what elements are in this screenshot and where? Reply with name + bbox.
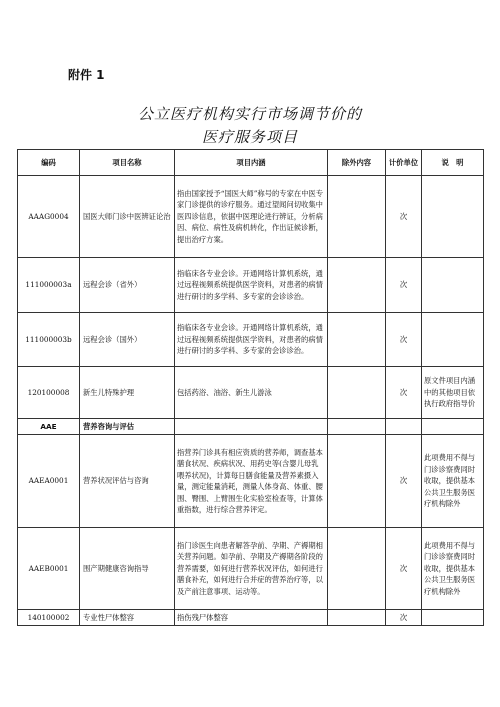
cell-note	[422, 610, 484, 626]
header-unit: 计价单位	[386, 150, 422, 176]
service-items-table	[17, 149, 484, 626]
cell-content: 指临床各专业会诊。开通网络计算机系统，通过远程视频系统提供医学资料，对患者的病情进行研讨的多学科、多专家的会诊诊治。	[175, 258, 328, 313]
section-code: AAE	[18, 419, 80, 435]
cell-exclusion	[328, 435, 386, 528]
cell-name: 专业性尸体整容	[80, 610, 175, 626]
cell-name: 围产期健康咨询指导	[80, 528, 175, 610]
table-row	[18, 313, 484, 367]
table-row	[18, 610, 484, 626]
cell-code: AAEA0001	[18, 435, 80, 528]
cell-note	[422, 419, 484, 435]
section-name: 营养咨询与评估	[80, 419, 175, 435]
header-name: 项目名称	[80, 150, 175, 176]
cell-unit: 次	[386, 176, 422, 258]
cell-note: 原文件项目内涵中的其他项目依执行政府指导价	[422, 367, 484, 419]
cell-unit	[386, 419, 422, 435]
cell-note	[422, 258, 484, 313]
document-title-line1: 公立医疗机构实行市场调节价的	[137, 105, 362, 123]
table-header-row	[18, 150, 484, 176]
cell-content: 指伤残尸体整容	[175, 610, 328, 626]
cell-note	[422, 313, 484, 367]
cell-unit: 次	[386, 610, 422, 626]
cell-code: 140100002	[18, 610, 80, 626]
cell-unit: 次	[386, 367, 422, 419]
header-code: 编码	[18, 150, 80, 176]
cell-name: 新生儿特殊护理	[80, 367, 175, 419]
header-note: 说 明	[422, 150, 484, 176]
cell-code: 120100008	[18, 367, 80, 419]
cell-name: 国医大师门诊中医辨证论治	[80, 176, 175, 258]
cell-content: 指由国家授予“国医大师”称号的专家在中医专家门诊提供的诊疗服务。通过望闻问切收集中医四诊信息，依据中医理论进行辨证，分析病因、病位、病性及病机转化，作出证候诊断，提出治疗方案。	[175, 176, 328, 258]
attachment-label: 附件 1	[68, 68, 105, 82]
cell-unit: 次	[386, 435, 422, 528]
cell-note: 此项费用不得与门诊诊察费同时收取，提供基本公共卫生服务医疗机构除外	[422, 435, 484, 528]
cell-name: 远程会诊（国外）	[80, 313, 175, 367]
table-row	[18, 258, 484, 313]
cell-content: 指临床各专业会诊。开通网络计算机系统，通过远程视频系统提供医学资料，对患者的病情进行研讨的多学科、多专家的会诊诊治。	[175, 313, 328, 367]
cell-note	[422, 176, 484, 258]
document-title-line2: 医疗服务项目	[201, 128, 298, 146]
cell-exclusion	[328, 528, 386, 610]
cell-exclusion	[328, 176, 386, 258]
table-row	[18, 528, 484, 610]
cell-unit: 次	[386, 258, 422, 313]
cell-code: 111000003b	[18, 313, 80, 367]
cell-content: 包括药浴、油浴、新生儿游泳	[175, 367, 328, 419]
cell-exclusion	[328, 419, 386, 435]
cell-exclusion	[328, 367, 386, 419]
cell-content: 指门诊医生向患者解答孕前、孕期、产褥期相关营养问题。如孕前、孕期及产褥期各阶段的营养需要，如何进行营养状况评估，如何进行膳食补充，如何进行合并症的营养治疗等，以及产前注意事项、运动等。	[175, 528, 328, 610]
cell-content	[175, 419, 328, 435]
header-exclusion: 除外内容	[328, 150, 386, 176]
cell-unit: 次	[386, 528, 422, 610]
cell-content: 指营养门诊具有相应资质的营养师，调查基本膳食状况、疾病状况、用药史等(含婴儿母乳喂养状况)，计算每日膳食能量及营养素摄入量，测定能量消耗，测量人体身高、体重、腰围、臀围、上臂围生化实验室检查等，计算体重指数，进行综合营养评定。	[175, 435, 328, 528]
table-row	[18, 176, 484, 258]
cell-code: 111000003a	[18, 258, 80, 313]
header-content: 项目内涵	[175, 150, 328, 176]
cell-code: AAEB0001	[18, 528, 80, 610]
cell-exclusion	[328, 610, 386, 626]
cell-code: AAAG0004	[18, 176, 80, 258]
cell-name: 远程会诊（省外）	[80, 258, 175, 313]
cell-note: 此项费用不得与门诊诊察费同时收取，提供基本公共卫生服务医疗机构除外	[422, 528, 484, 610]
table-row	[18, 367, 484, 419]
section-row	[18, 419, 484, 435]
cell-exclusion	[328, 313, 386, 367]
cell-unit: 次	[386, 313, 422, 367]
table-row	[18, 435, 484, 528]
cell-name: 营养状况评估与咨询	[80, 435, 175, 528]
cell-exclusion	[328, 258, 386, 313]
